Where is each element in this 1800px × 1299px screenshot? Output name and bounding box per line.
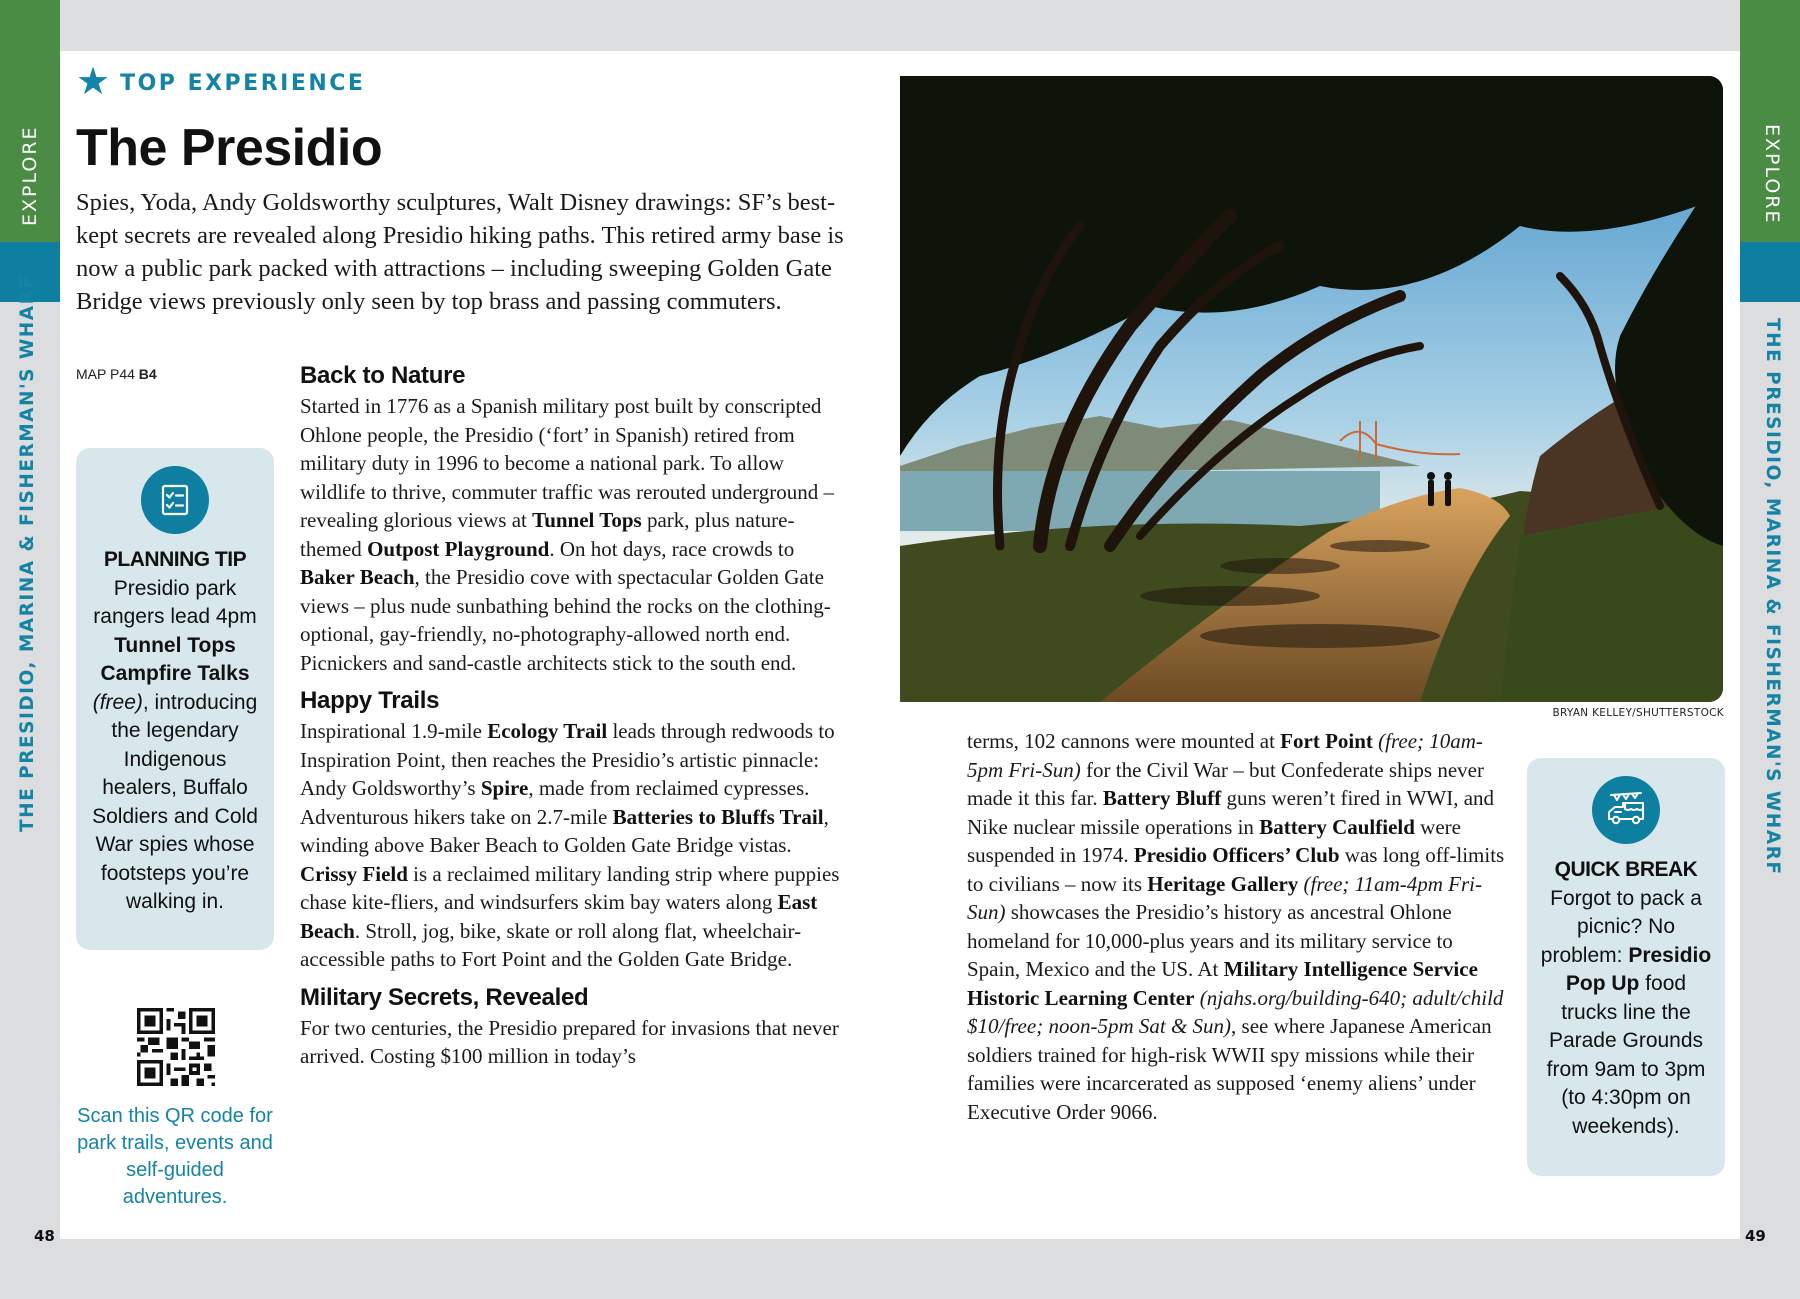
section-running-head: THE PRESIDIO, MARINA & FISHERMAN'S WHARF <box>17 274 38 832</box>
body-text: Started in 1776 as a Spanish military post built by conscripted Ohlone people, the Presidio (‘fort’ in Spanish) retired from military duty in 1996 to become a national park. To allow wildlife to thrive, commuter traffic was rerouted underground – revealing glorious views at <box>300 394 834 532</box>
map-reference <box>76 366 157 382</box>
photo-credit: BRYAN KELLEY/SHUTTERSTOCK <box>1552 707 1724 719</box>
main-column <box>300 360 840 1079</box>
body-text: , see where Japanese American soldiers trained for high-risk WWII spy missions while their families were incarcerated as supposed ‘enemy aliens’ under Executive Order 9066. <box>967 1014 1492 1124</box>
venue-name: Battery Bluff <box>1102 786 1222 810</box>
checklist-icon <box>141 466 209 534</box>
explore-tab-label: EXPLORE <box>1761 124 1783 225</box>
top-experience-kicker <box>76 59 366 103</box>
tip-text: , introducing the legendary Indigenous healers, Buffalo Soldiers and Cold War spies whose footsteps you’re walking in. <box>92 690 258 913</box>
star-icon: ★ <box>76 59 111 103</box>
body-text: For two centuries, the Presidio prepared for invasions that never arrived. Costing $100 million in today’s <box>300 1015 839 1068</box>
left-section-tab <box>0 0 60 1299</box>
map-ref-label: MAP P44 <box>76 366 135 382</box>
venue-info: (free; 11am-4pm Fri-Sun) <box>967 871 1482 924</box>
body-text: were suspended in 1974. <box>967 814 1461 867</box>
section-heading: Happy Trails <box>300 687 440 714</box>
body-text: for the Civil War – but Confederate ships never made it this far. <box>967 757 1484 810</box>
section-body <box>300 1014 840 1071</box>
section-military-secrets <box>300 982 840 1071</box>
map-ref-grid: B4 <box>138 366 157 382</box>
planning-tip-title: PLANNING TIP <box>103 548 247 571</box>
presidio-photo <box>900 76 1723 702</box>
body-text: was long off-limits to civilians – now its <box>967 843 1505 896</box>
section-heading: Military Secrets, Revealed <box>300 983 589 1011</box>
venue-name: Spire <box>480 776 529 800</box>
intro-text: Spies, Yoda, Andy Goldsworthy sculptures, Walt Disney drawings: SF’s best-kept secrets are revealed along Presidio hiking paths. This retired army base is now a public park packed with attractions – including sweeping Golden Gate Bridge views previously only seen by top brass and passing commuters. <box>76 189 844 315</box>
body-text: is a reclaimed military landing strip where puppies chase kite-fliers, and windsurfers skim bay waters along <box>300 861 840 914</box>
tip-price: (free) <box>92 690 143 714</box>
body-text: terms, 102 cannons were mounted at <box>967 729 1281 753</box>
section-happy-trails <box>300 685 840 974</box>
body-text: guns weren’t fired in WWI, and Nike nuclear missile operations in <box>967 786 1495 839</box>
qr-code-icon[interactable] <box>137 1008 215 1086</box>
qr-caption: Scan this QR code for park trails, events and self-guided adventures. <box>77 1105 273 1208</box>
qb-highlight: Presidio Pop Up <box>1565 943 1712 995</box>
page-number-right: 49 <box>1745 1227 1766 1245</box>
section-heading: Back to Nature <box>300 362 466 389</box>
kicker-label: TOP EXPERIENCE <box>120 70 366 96</box>
venue-name: Fort Point <box>1280 729 1373 753</box>
venue-name: Baker Beach <box>300 565 415 589</box>
section-body <box>300 392 840 677</box>
body-text: , winding above Baker Beach to Golden Gate Bridge vistas. <box>300 804 829 857</box>
venue-name: Heritage Gallery <box>1147 871 1299 896</box>
venue-name: Crissy Field <box>300 861 408 886</box>
continued-column <box>967 727 1507 1134</box>
explore-tab-label: EXPLORE <box>19 125 41 226</box>
body-text: . Stroll, jog, bike, skate or roll along flat, wheelchair-accessible paths to Fort Point and the Golden Gate Bridge. <box>300 918 802 971</box>
body-text: Inspirational 1.9-mile <box>300 719 488 743</box>
tip-highlight: Tunnel Tops Campfire Talks <box>100 633 250 685</box>
page-number-left: 48 <box>34 1227 55 1245</box>
body-text: . On hot days, race crowds to <box>549 536 795 561</box>
section-back-to-nature <box>300 360 840 677</box>
venue-info: (njahs.org/building-640; adult/child $10/free; noon-5pm Sat & Sun) <box>967 985 1504 1038</box>
right-section-tab <box>1740 0 1800 1299</box>
planning-tip-box <box>76 448 274 950</box>
quick-break-body <box>1527 885 1725 1142</box>
venue-name: Batteries to Bluffs Trail <box>612 804 824 829</box>
planning-tip-body <box>76 575 274 917</box>
qb-text: Forgot to pack a picnic? No problem: <box>1540 886 1702 967</box>
body-text: leads through redwoods to Inspiration Point, then reaches the Presidio’s artistic pinnacle: Andy Goldsworthy’s <box>300 719 835 800</box>
venue-name: Battery Caulfield <box>1259 814 1415 839</box>
section-body <box>300 717 840 974</box>
quick-break-box <box>1527 758 1725 1176</box>
body-text: , made from reclaimed cypresses. Adventurous hikers take on 2.7-mile <box>300 776 810 829</box>
qb-text: food trucks line the Parade Grounds from 9am to 3pm (to 4:30pm on weekends). <box>1546 972 1706 1138</box>
body-text: park, plus nature-themed <box>300 508 795 561</box>
page-title: The Presidio <box>76 119 383 177</box>
venue-name: Tunnel Tops <box>532 508 642 532</box>
food-truck-icon <box>1592 776 1660 844</box>
quick-break-title: QUICK BREAK <box>1554 858 1698 881</box>
venue-name: Outpost Playground <box>367 536 550 561</box>
venue-name: East Beach <box>300 890 818 943</box>
tip-text: Presidio park rangers lead 4pm <box>93 576 257 628</box>
body-text: showcases the Presidio’s history as ancestral Ohlone homeland for 10,000-plus years and its military service to Spain, Mexico and the US. At <box>967 900 1453 981</box>
continued-body <box>967 727 1507 1126</box>
venue-name: Presidio Officers’ Club <box>1133 843 1340 867</box>
intro-paragraph <box>76 186 856 318</box>
section-color-band <box>1740 242 1800 302</box>
venue-info: (free; 10am-5pm Fri-Sun) <box>967 729 1483 782</box>
section-running-head: THE PRESIDIO, MARINA & FISHERMAN'S WHARF <box>1762 318 1783 876</box>
venue-name: Ecology Trail <box>487 719 608 743</box>
body-text: , the Presidio cove with spectacular Golden Gate views – plus nude sunbathing behind the rocks on the clothing-optional, gay-friendly, no-photography-allowed north end. Picnickers and sand-castle architects stick to the south end. <box>300 565 831 675</box>
venue-name: Military Intelligence Service Historic Learning Center <box>967 957 1478 1010</box>
